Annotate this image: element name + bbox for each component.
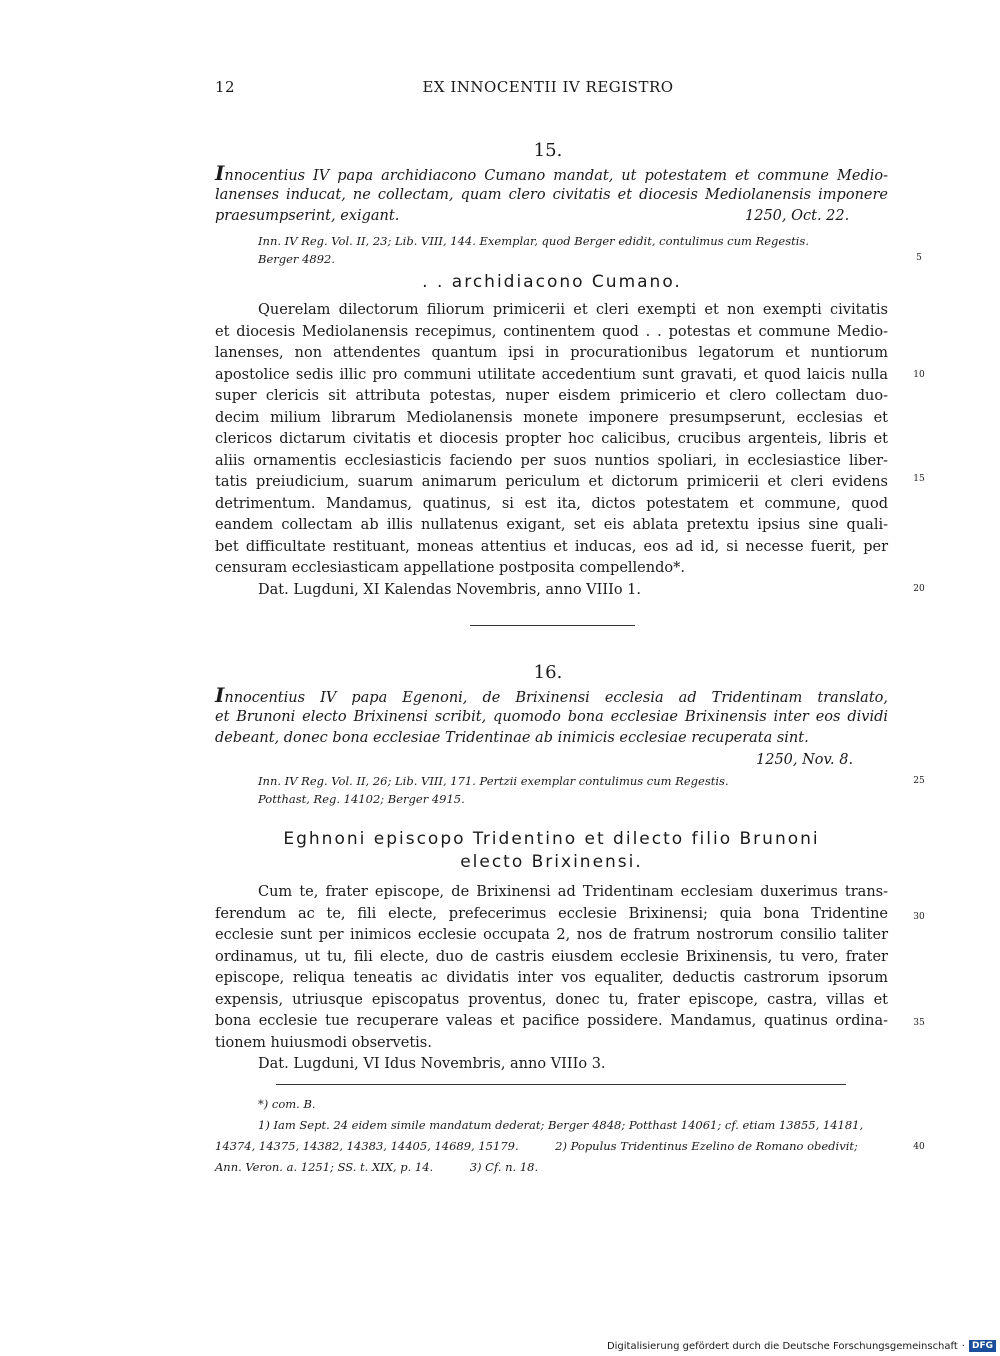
critical-footnote: *) com. B. bbox=[258, 1097, 316, 1111]
summary-line: lanenses inducat, ne collectam, quam clero civitatis et diocesis Mediolanensis imponere bbox=[215, 186, 888, 203]
source-note bbox=[258, 772, 729, 808]
address-line: Eghnoni episcopo Tridentino et dilecto filio Brunoni bbox=[283, 829, 820, 849]
text-line: tatis preiudicium, suarum animarum periculum et dictorum primicerii et cleri evidens bbox=[215, 474, 888, 490]
line-number: 35 bbox=[913, 1018, 925, 1028]
letter-text bbox=[215, 882, 888, 1076]
text-line: lanenses, non attendentes quantum ipsi in procurationibus legatorum et nuntiorum bbox=[215, 345, 888, 361]
text-line: super clericis sit attributa potestas, nuper eisdem primicerio et clero collectam duo- bbox=[215, 388, 888, 404]
summary-line: Innocentius IV papa Egenoni, de Brixinensi ecclesia ad Tridentinam translato, bbox=[215, 683, 888, 707]
line-number: 10 bbox=[913, 370, 925, 380]
letter-number: 16. bbox=[533, 662, 563, 683]
dat-line: Dat. Lugduni, XI Kalendas Novembris, anno VIIIo 1. bbox=[258, 581, 641, 598]
text-line: bona ecclesie tue recuperare valeas et pacifice possidere. Mandamus, quatinus ordina- bbox=[215, 1013, 888, 1029]
text-line: decim milium librarum Mediolanensis monete imponere presumpserunt, ecclesias et bbox=[215, 409, 888, 426]
letter-number: 15. bbox=[533, 140, 563, 161]
line-number: 20 bbox=[913, 584, 925, 594]
letter-address bbox=[215, 828, 888, 874]
text-line: episcope, reliqua teneatis ac dividatis inter vos equaliter, deductis castrorum ipsorum bbox=[215, 970, 888, 986]
running-title: EX INNOCENTII IV REGISTRO bbox=[422, 78, 674, 96]
section-divider bbox=[470, 625, 635, 626]
summary-line: debeant, donec bona ecclesiae Tridentinae ab inimicis ecclesiae recuperata sint. bbox=[215, 730, 809, 746]
text-line: ferendum ac te, fili electe, prefecerimus ecclesie Brixinensi; quia bona Tridentine bbox=[215, 905, 888, 922]
summary-line: et Brunoni electo Brixinensi scribit, quomodo bona ecclesiae Brixinensis inter eos dividi bbox=[215, 708, 888, 725]
page-number: 12 bbox=[215, 78, 236, 96]
credit-text: Digitalisierung gefördert durch die Deutsche Forschungsgemeinschaft bbox=[606, 1340, 958, 1352]
text-line: expensis, utriusque episcopatus proventus, donec tu, frater episcope, castra, villas et bbox=[215, 991, 888, 1008]
footnote-line: Ann. Veron. a. 1251; SS. t. XIX, p. 14. 3) Cf. n. 18. bbox=[215, 1160, 539, 1174]
letter-date: 1250, Nov. 8. bbox=[756, 752, 854, 768]
letter-summary bbox=[215, 163, 888, 206]
text-line: detrimentum. Mandamus, quatinus, si est ita, dictos potestatem et commune, quod bbox=[215, 495, 888, 512]
letter-date: 1250, Oct. 22. bbox=[745, 208, 850, 224]
source-line: Berger 4892. bbox=[258, 252, 335, 266]
text-line: apostolice sedis illic pro communi utilitate accedentium sunt gravati, et quod laicis nulla bbox=[215, 366, 888, 383]
text-line: et diocesis Mediolanensis recepimus, continentem quod . . potestas et commune Medio- bbox=[215, 323, 888, 340]
line-number: 40 bbox=[913, 1142, 925, 1152]
text-line: censuram ecclesiasticam appellatione postposita compellendo*. bbox=[215, 560, 685, 576]
line-number: 30 bbox=[913, 912, 925, 922]
text-line: eandem collectam ab illis nullatenus exigant, set eis ablata pretextu ipsius sine quali- bbox=[215, 517, 888, 533]
letter-address: . . archidiacono Cumano. bbox=[422, 272, 682, 292]
source-line: Inn. IV Reg. Vol. II, 26; Lib. VIII, 171. Pertzii exemplar contulimus cum Regestis. bbox=[258, 774, 729, 788]
dat-line: Dat. Lugduni, VI Idus Novembris, anno VIIIo 3. bbox=[258, 1056, 606, 1072]
text-line: Querelam dilectorum filiorum primicerii et cleri exempti et non exempti civitatis bbox=[258, 302, 888, 318]
source-line: Potthast, Reg. 14102; Berger 4915. bbox=[258, 792, 465, 806]
line-number: 25 bbox=[913, 776, 925, 786]
text-line: aliis ornamentis ecclesiasticis faciendo per suos nuntios spoliari, in ecclesiastice liber- bbox=[215, 452, 888, 469]
text-line: clericos dictarum civitatis et diocesis propter hoc calicibus, crucibus argenteis, libris et bbox=[215, 431, 888, 447]
footnotes bbox=[215, 1094, 905, 1178]
text-line: bet difficultate restituant, moneas attentius et inducas, eos ad id, si necesse fuerit, per bbox=[215, 538, 888, 555]
source-line: Inn. IV Reg. Vol. II, 23; Lib. VIII, 144. Exemplar, quod Berger edidit, contulimus cum Regestis. bbox=[258, 234, 809, 248]
summary-line: Innocentius IV papa archidiacono Cumano mandat, ut potestatem et commune Medio- bbox=[215, 161, 888, 185]
text-line: tionem huiusmodi observetis. bbox=[215, 1034, 432, 1051]
source-note bbox=[258, 232, 809, 268]
text-line: ecclesie sunt per inimicos ecclesie occupata 2, nos de fratrum nostrorum consilio taliter bbox=[215, 927, 888, 943]
footnote-line: 1) Iam Sept. 24 eidem simile mandatum dederat; Berger 4848; Potthast 14061; cf. etiam 13855, 14181, bbox=[258, 1118, 864, 1132]
digitization-credit: Digitalisierung gefördert durch die Deutsche Forschungsgemeinschaft · DFG bbox=[607, 1336, 1000, 1356]
line-number: 15 bbox=[913, 474, 925, 484]
summary-line: praesumpserint, exigant. bbox=[215, 208, 400, 224]
address-line: electo Brixinensi. bbox=[460, 852, 643, 872]
text-line: Cum te, frater episcope, de Brixinensi ad Tridentinam ecclesiam duxerimus trans- bbox=[258, 884, 888, 900]
footnote-line: 14374, 14375, 14382, 14383, 14405, 14689, 15179. 2) Populus Tridentinus Ezelino de Romano obedivit; bbox=[215, 1139, 858, 1153]
dfg-logo: DFG bbox=[969, 1340, 996, 1352]
line-number: 5 bbox=[916, 253, 922, 263]
letter-summary bbox=[215, 685, 888, 728]
footnote-rule bbox=[276, 1084, 846, 1085]
letter-text bbox=[215, 300, 888, 601]
text-line: ordinamus, ut tu, fili electe, duo de castris eiusdem ecclesie Brixinensis, tu vero, frater bbox=[215, 948, 888, 965]
